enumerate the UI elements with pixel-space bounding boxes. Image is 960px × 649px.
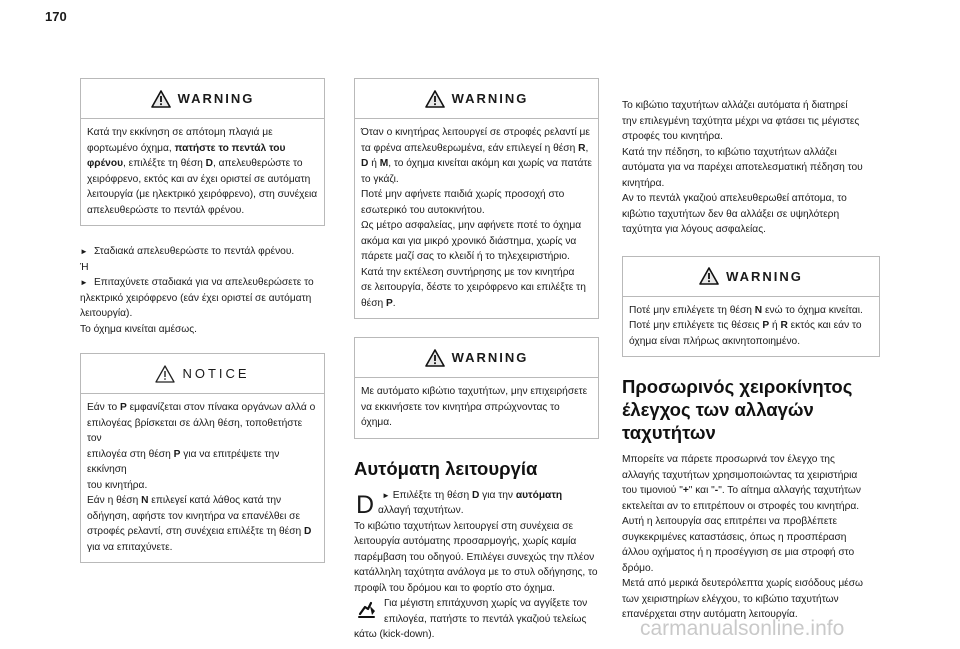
arrow-bullet-icon: ► [80, 278, 88, 287]
text-bold: D [303, 526, 312, 537]
text-line: οδήγηση, αφήστε τον κινητήρα να επανέλθει σε [87, 510, 301, 522]
text-line: εμφανίζεται στον πίνακα οργάνων αλλά ο [126, 402, 316, 413]
text-line: ή [769, 320, 781, 331]
step-release-brake [80, 244, 325, 260]
text-bold: φρένου [87, 158, 124, 169]
warning-box-idle [354, 78, 599, 319]
warning-text [81, 119, 324, 225]
text-line: Για μέγιστη επιτάχυνση χωρίς να αγγίξετε τον [384, 598, 588, 609]
text-line: αλλαγής ταχυτήτων χρησιμοποιώντας τα χειριστήρια [622, 469, 858, 481]
text-line: στροφές του κινητήρα. [622, 131, 723, 142]
gearbox-description [622, 98, 880, 238]
warning-box-hill-start [80, 78, 325, 226]
manual-description [622, 452, 880, 623]
text-line: να εκκινήσετε τον κινητήρα σπρώχνοντας το όχημα. [361, 401, 560, 428]
text-bold: M [379, 158, 389, 169]
text-line: Ποτέ μην αφήνετε παιδιά χωρίς προσοχή στο [361, 189, 565, 200]
text-bold: R [578, 142, 586, 154]
text-line: Εάν η θέση [87, 495, 142, 506]
text-bold: πατήστε το πεντάλ του [174, 142, 286, 154]
step-text: Επιταχύνετε σταδιακά για να απελευθερώσετε το [94, 277, 314, 288]
text-line: για να επιταχύνετε. [87, 541, 173, 553]
step-text: Σταδιακά απελευθερώστε το πεντάλ φρένου. [94, 246, 295, 257]
text-line: επανέρχεται στην αυτόματη λειτουργία. [622, 609, 798, 620]
text-line: επιλεγεί κατά λάθος κατά την [148, 495, 282, 506]
warning-header [355, 338, 598, 378]
text-bold: + [682, 485, 689, 496]
warning-header [355, 79, 598, 119]
heading-line: έλεγχος των αλλαγών [622, 399, 814, 420]
text-line: Κατά την εκκίνηση σε απότομη πλαγιά με [87, 127, 273, 138]
text-bold: αυτόματη [515, 489, 563, 501]
warning-triangle-icon [425, 90, 445, 108]
text-line: Αυτή η λειτουργία σας επιτρέπει να προβλέπετε [622, 516, 837, 527]
column-middle [354, 78, 599, 643]
text-bold: P [762, 320, 770, 331]
text-line: ενώ το όχημα κινείται. [762, 304, 863, 316]
text-bold: P [386, 297, 393, 309]
text-line: λειτουργία). [80, 308, 133, 319]
notice-title: NOTICE [182, 366, 250, 381]
text-line: ακόμα και για μικρό χρονικό διάστημα, χωρίς να [361, 235, 577, 247]
text-line: Το κιβώτιο ταχυτήτων αλλάζει αυτόματα ή διατηρεί [622, 100, 848, 111]
heading-line: Προσωρινός χειροκίνητος [622, 376, 853, 397]
notice-box [80, 353, 325, 563]
text-line: άλλου οχήματος ή η προσέγγιση σε μια στροφή στο [622, 547, 855, 558]
text-line: του τιμονιού " [622, 485, 683, 496]
text-line: ". Το αίτημα αλλαγής ταχυτήτων [718, 485, 861, 496]
notice-text [81, 394, 324, 562]
notice-header [81, 354, 324, 394]
text-line: του κινητήρα. [87, 479, 148, 491]
section-heading-manual [622, 375, 880, 444]
warning-triangle-icon [151, 90, 171, 108]
kick-down-text-end: κάτω (kick-down). [354, 629, 435, 640]
text-line: λειτουργία (με ηλεκτρικό χειρόφρενο), στη συνέχεια [87, 189, 318, 200]
text-line: κατάλληλη ταχύτητα ανάλογα με το στυλ οδήγησης, το [354, 567, 598, 578]
text-line: Ως μέτρο ασφαλείας, μην αφήνετε ποτέ το όχημα [361, 220, 582, 231]
or-text: Ή [80, 261, 89, 273]
text-line: πάρετε μαζί σας το κλειδί ή το τηλεχειριστήριο. [361, 251, 570, 262]
text-line: , το όχημα κινείται ακόμη και χωρίς να πατάτε [388, 158, 592, 169]
text-line: συγκεκριμένες καταστάσεις, όπως η προσπέραση [622, 531, 847, 543]
warning-text [355, 378, 598, 438]
text-line: όχημα είναι πλήρως ακινητοποιημένο. [629, 335, 801, 347]
section-heading-auto: Αυτόματη λειτουργία [354, 457, 538, 479]
text-line: λειτουργία αυτόματης προσαρμογής, χωρίς καμία [354, 536, 577, 547]
text-line: των χειριστηρίων ελέγχου, το κιβώτιο ταχυτήτων [622, 593, 839, 605]
auto-select-step [354, 488, 599, 519]
text-line: το γκάζι. [361, 173, 399, 185]
warning-header [623, 257, 879, 297]
warning-text [355, 119, 598, 318]
warning-box-push-start [354, 337, 599, 439]
warning-header [81, 79, 324, 119]
accelerator-pedal-icon [356, 598, 378, 620]
text-line: Ποτέ μην επιλέγετε τη θέση [629, 304, 755, 316]
text-line: εκτός και εάν το [787, 320, 862, 331]
text-line: Με αυτόματο κιβώτιο ταχυτήτων, μην επιχειρήσετε [361, 386, 588, 397]
text-line: αυτόματα για να παρέχει αποτελεσματική πέδηση του [622, 162, 863, 173]
text-bold: R [780, 320, 788, 331]
auto-description [354, 519, 599, 597]
warning-title: WARNING [451, 91, 529, 106]
text-line: ή [368, 158, 380, 169]
text-bold: P [173, 448, 181, 460]
warning-box-neutral [622, 256, 880, 358]
step-text-cont [80, 291, 325, 338]
text-line: ταχύτητα για λόγους ασφαλείας. [622, 224, 766, 235]
text-line: παρέμβαση του οδηγού. Επιλέγει συνεχώς την πλέον [354, 551, 595, 563]
text-line: ηλεκτρικό χειρόφρενο (εάν έχει οριστεί σε αυτόματη [80, 292, 312, 304]
column-left [80, 78, 325, 581]
text-bold: D [471, 489, 480, 501]
text-bold: N [754, 304, 763, 316]
text-line: Μπορείτε να πάρετε προσωρινά τον έλεγχο της [622, 454, 835, 465]
text-bold: D [205, 158, 213, 169]
warning-title: WARNING [177, 91, 255, 106]
text-line: Επιλέξτε τη θέση [392, 489, 472, 501]
text-line: για να επιτρέψετε την εκκίνηση [87, 448, 280, 475]
text-line: φορτωμένο όχημα, [87, 142, 175, 154]
text-line: αλλαγή ταχυτήτων. [378, 505, 464, 516]
text-line: κιβώτιο ταχυτήτων δεν θα αλλάξει σε υψηλότερη [622, 208, 840, 220]
warning-title: WARNING [726, 268, 803, 284]
warning-triangle-icon [425, 349, 445, 367]
arrow-bullet-icon: ► [80, 247, 88, 256]
text-line: προφίλ του δρόμου και το φορτίο στο όχημα. [354, 582, 555, 594]
text-line: για την [479, 489, 516, 501]
text-line: , απελευθερώστε το [212, 158, 303, 169]
heading-line: ταχυτήτων [622, 422, 716, 443]
text-line: επιλογέα, πατήστε το πεντάλ γκαζιού τελείως [384, 613, 587, 625]
text-bold: P [120, 402, 127, 413]
kick-down-text [384, 596, 587, 627]
text-line: τα φρένα απελευθερωμένα, εάν επιλεγεί η θέση [361, 142, 579, 154]
text-line: . [392, 297, 396, 309]
step-accelerate [80, 275, 325, 291]
text-line: δρόμο. [622, 562, 654, 574]
text-bold: D [361, 158, 369, 169]
text-line: Ποτέ μην επιλέγετε τις θέσεις [629, 320, 763, 331]
text-line: σε λειτουργία, δέστε το χειρόφρενο και επιλέξτε τη [361, 282, 586, 293]
text-line: στροφές ρελαντί, στη συνέχεια επιλέξτε τη θέση [87, 526, 304, 537]
text-line: επιλογέας βρίσκεται σε άλλη θέση, τοποθετήστε τον [87, 417, 303, 444]
text-line: Κατά την πέδηση, το κιβώτιο ταχυτήτων αλλάζει [622, 146, 837, 158]
text-line: την επιλεγμένη ταχύτητα μέχρι να φτάσει τις μέγιστες [622, 115, 860, 127]
auto-select-text [378, 488, 562, 519]
drive-d-symbol: D [356, 490, 375, 519]
text-bold: N [141, 495, 149, 506]
text-line: Εάν το [87, 402, 120, 413]
warning-title: WARNING [451, 350, 529, 365]
text-line: Το κιβώτιο ταχυτήτων λειτουργεί στη συνέχεια σε [354, 520, 574, 532]
text-line: απελευθερώστε το πεντάλ φρένου. [87, 204, 245, 216]
warning-triangle-icon [699, 267, 719, 285]
watermark: carmanualsonline.info [640, 617, 845, 640]
text-line: " και " [688, 485, 715, 496]
column-right [622, 98, 880, 623]
text-line: θέση [361, 297, 386, 309]
text-line: Το όχημα κινείται αμέσως. [80, 323, 197, 335]
text-line: Όταν ο κινητήρας λειτουργεί σε στροφές ρελαντί με [361, 127, 590, 138]
text-line: εσωτερικό του αυτοκινήτου. [361, 204, 485, 216]
text-line: , [585, 142, 589, 154]
text-line: κινητήρα. [622, 177, 665, 189]
text-line: Αν το πεντάλ γκαζιού απελευθερωθεί απότομα, το [622, 193, 847, 204]
arrow-bullet-icon: ► [382, 490, 390, 500]
page-number: 170 [45, 9, 67, 24]
text-line: χειρόφρενο, εκτός και αν έχει οριστεί σε αυτόματη [87, 173, 311, 185]
text-line: επιλογέα στη θέση [87, 448, 174, 460]
text-bold: - [714, 485, 719, 496]
notice-triangle-icon [155, 365, 175, 383]
text-line: Μετά από μερικά δευτερόλεπτα χωρίς εισόδους μέσω [622, 578, 863, 589]
warning-text [623, 297, 879, 357]
text-line: εκτελείται αν το επιτρέπουν οι στροφές του κινητήρα. [622, 500, 860, 512]
text-line: , επιλέξτε τη θέση [123, 158, 206, 169]
kick-down-note [354, 596, 599, 627]
text-line: Κατά την εκτέλεση συντήρησης με τον κινητήρα [361, 266, 575, 278]
